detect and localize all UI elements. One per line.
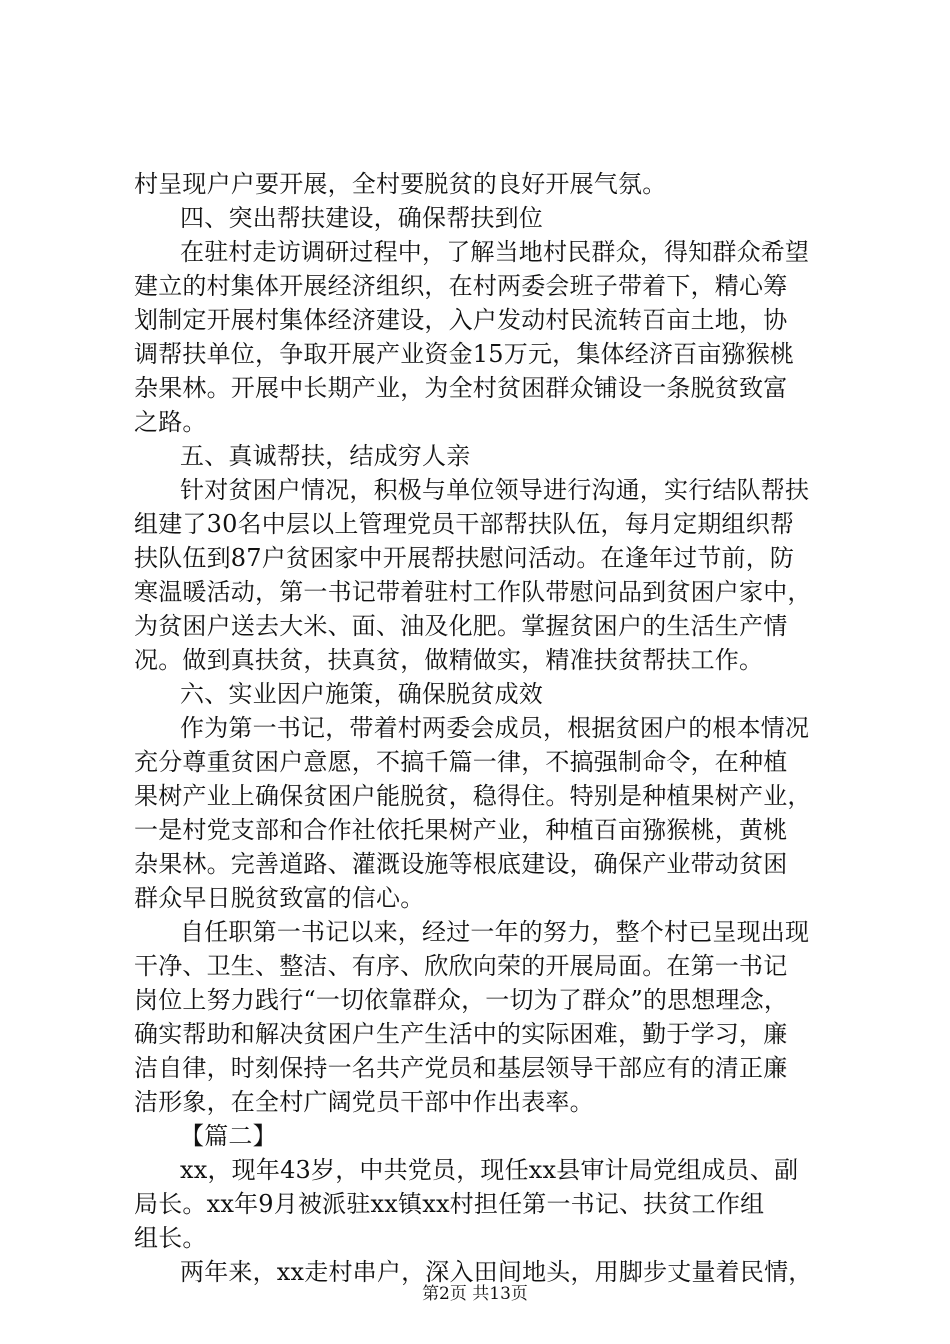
- text-line: 作为第一书记，带着村两委会成员，根据贫困户的根本情况: [180, 714, 810, 742]
- text-line: 组建了30名中层以上管理党员干部帮扶队伍，每月定期组织帮: [134, 510, 795, 538]
- text-line: 况。做到真扶贫，扶真贫，做精做实，精准扶贫帮扶工作。: [134, 646, 764, 674]
- text-line: 岗位上努力践行“一切依靠群众，一切为了群众”的思想理念，: [134, 986, 789, 1014]
- text-line: 杂果林。开展中长期产业，为全村贫困群众铺设一条脱贫致富: [134, 374, 788, 402]
- text-line: 两年来，xx走村串户，深入田间地头，用脚步丈量着民情，: [180, 1258, 813, 1286]
- text-line: 为贫困户送去大米、面、油及化肥。掌握贫困户的生活生产情: [134, 612, 788, 640]
- text-line: xx，现年43岁，中共党员，现任xx县审计局党组成员、副: [180, 1156, 799, 1184]
- section-heading-6: 六、实业因户施策，确保脱贫成效: [180, 680, 543, 708]
- text-line: 充分尊重贫困户意愿，不搞千篇一律，不搞强制命令，在种植: [134, 748, 788, 776]
- text-line: 一是村党支部和合作社依托果树产业，种植百亩猕猴桃，黄桃: [134, 816, 788, 844]
- text-line: 村呈现户户要开展，全村要脱贫的良好开展气氛。: [134, 170, 667, 198]
- text-line: 干净、卫生、整洁、有序、欣欣向荣的开展局面。在第一书记: [134, 952, 788, 980]
- text-line: 组长。: [134, 1224, 207, 1252]
- text-line: 洁形象，在全村广阔党员干部中作出表率。: [134, 1088, 594, 1116]
- text-line: 划制定开展村集体经济建设，入户发动村民流转百亩土地，协: [134, 306, 788, 334]
- text-line: 果树产业上确保贫困户能脱贫，稳得住。特别是种植果树产业，: [134, 782, 812, 810]
- document-body: [134, 167, 834, 1289]
- text-line: 确实帮助和解决贫困户生产生活中的实际困难，勤于学习，廉: [134, 1020, 788, 1048]
- text-line: 寒温暖活动，第一书记带着驻村工作队带慰问品到贫困户家中，: [134, 578, 812, 606]
- text-line: 扶队伍到87户贫困家中开展帮扶慰问活动。在逢年过节前，防: [134, 544, 795, 572]
- text-line: 调帮扶单位，争取开展产业资金15万元，集体经济百亩猕猴桃: [134, 340, 795, 368]
- article-heading: 【篇二】: [180, 1122, 277, 1150]
- section-heading-4: 四、突出帮扶建设，确保帮扶到位: [180, 204, 543, 232]
- page-number-footer: 第2页 共13页: [422, 1284, 528, 1304]
- text-line: 局长。xx年9月被派驻xx镇xx村担任第一书记、扶贫工作组: [134, 1190, 765, 1218]
- text-line: 洁自律，时刻保持一名共产党员和基层领导干部应有的清正廉: [134, 1054, 788, 1082]
- text-line: 针对贫困户情况，积极与单位领导进行沟通，实行结队帮扶: [180, 476, 810, 504]
- text-line: 建立的村集体开展经济组织，在村两委会班子带着下，精心筹: [134, 272, 788, 300]
- text-line: 自任职第一书记以来，经过一年的努力，整个村已呈现出现: [180, 918, 810, 946]
- text-line: 之路。: [134, 408, 207, 436]
- text-line: 群众早日脱贫致富的信心。: [134, 884, 425, 912]
- text-line: 杂果林。完善道路、灌溉设施等根底建设，确保产业带动贫困: [134, 850, 788, 878]
- text-line: 在驻村走访调研过程中，了解当地村民群众，得知群众希望: [180, 238, 810, 266]
- section-heading-5: 五、真诚帮扶，结成穷人亲: [180, 442, 471, 470]
